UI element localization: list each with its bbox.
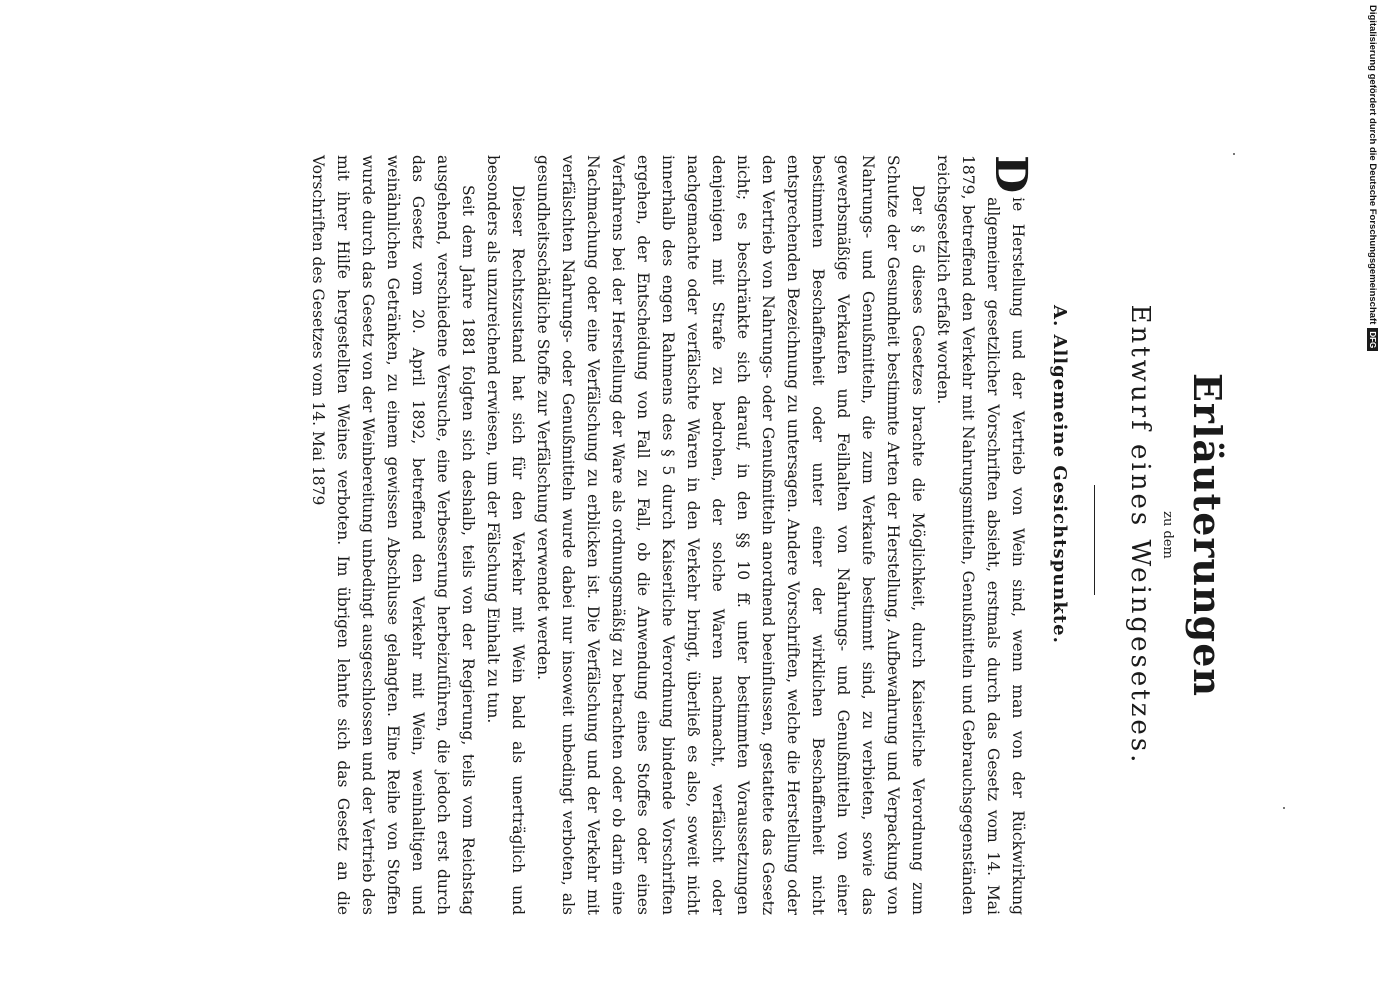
document-subtitle: Entwurf eines Weingesetzes.	[1125, 304, 1155, 766]
scan-speck	[1233, 153, 1235, 155]
paragraph-text: ie Herstellung und der Vertrieb von Wein sind, wenn man von der Rückwirkung allgemeiner gesetzlicher Vorschriften absieht, erstmals durch das Gesetz vom 14. Mai 1879, betreffend den Verkehr mit Nahrungsmitteln, Genußmitteln und Gebrauchsgegenständen reichsgesetzlich erfaßt worden.	[934, 155, 1027, 915]
funding-credit	[1367, 5, 1378, 351]
credit-text: Digitalisierung gefördert durch die Deutsche Forschungsgemeinschaft	[1367, 5, 1378, 325]
dfg-badge: DFG	[1367, 328, 1378, 351]
subtitle-connector: zu dem	[1160, 511, 1175, 559]
body-text	[305, 155, 1036, 915]
section-heading: A. Allgemeine Gesichtspunkte.	[1049, 305, 1070, 644]
document-title: Erläuterungen	[1185, 372, 1230, 698]
scan-speck	[1283, 807, 1285, 809]
scanned-page	[255, 155, 1235, 915]
paragraph	[930, 155, 1036, 915]
paragraph: Seit dem Jahre 1881 folgten sich deshalb, teils von der Regierung, teils vom Reichstag ausgehend, verschiedene Versuche, eine Verbesserung herbeizuführen, die jedoch erst durch das Gesetz vom 20. April 1892, betreffend den Verkehr mit Wein, weinhaltigen und weinähnlichen Getränken, zu einem gewissen Abschlusse gelangten. Eine Reihe von Stoffen wurde durch das Gesetz von der Weinbereitung unbedingt ausgeschlossen und der Vertrieb des mit ihrer Hilfe hergestellten Weines verboten. Im übrigen lehnte sich das Gesetz an die Vorschriften des Gesetzes vom 14. Mai 1879	[309, 155, 477, 915]
paragraph: Der § 5 dieses Gesetzes brachte die Möglichkeit, durch Kaiserliche Verordnung zum Schutze der Gesundheit bestimmte Arten der Herstellung, Aufbewahrung und Verpackung von Nahrungs- und Genußmitteln, die zum Verkaufe bestimmt sind, zu verbieten, sowie das gewerbsmäßige Verkaufen und Feilhalten von Nahrungs- und Genußmitteln von einer bestimmten Beschaffenheit oder unter einer der wirklichen Beschaffenheit nicht entsprechenden Bezeichnung zu untersagen. Andere Vorschriften, welche die Herstellung oder den Vertrieb von Nahrungs- oder Genußmitteln anordnend beeinflussen, gestattete das Gesetz nicht; es beschränkte sich darauf, in den §§ 10 ff. unter bestimmten Voraussetzungen denjenigen mit Strafe zu bedrohen, der solche Waren nachmacht, verfälscht oder nachgemachte oder verfälschte Waren in den Verkehr bringt, überließ es also, soweit nicht innerhalb des engen Rahmens des § 5 durch Kaiserliche Verordnung bindende Vorschriften ergehen, der Entscheidung von Fall zu Fall, ob die Anwendung eines Stoffes oder eines Verfahrens bei der Herstellung der Ware als ordnungsmäßig zu betrachten oder ob darin eine Nachmachung oder eine Verfälschung zu erblicken ist. Die Verfälschung und der Verkehr mit verfälschten Nahrungs- oder Genußmitteln wurde dabei nur insoweit unbedingt verboten, als gesundheitsschädliche Stoffe zur Verfälschung verwendet werden.	[534, 155, 927, 915]
paragraph: Dieser Rechtszustand hat sich für den Verkehr mit Wein bald als unerträglich und besonders als unzureichend erwiesen, um der Fälschung Einhalt zu tun.	[484, 155, 527, 915]
title-rule	[1094, 485, 1095, 595]
dropcap: D	[985, 155, 1036, 194]
